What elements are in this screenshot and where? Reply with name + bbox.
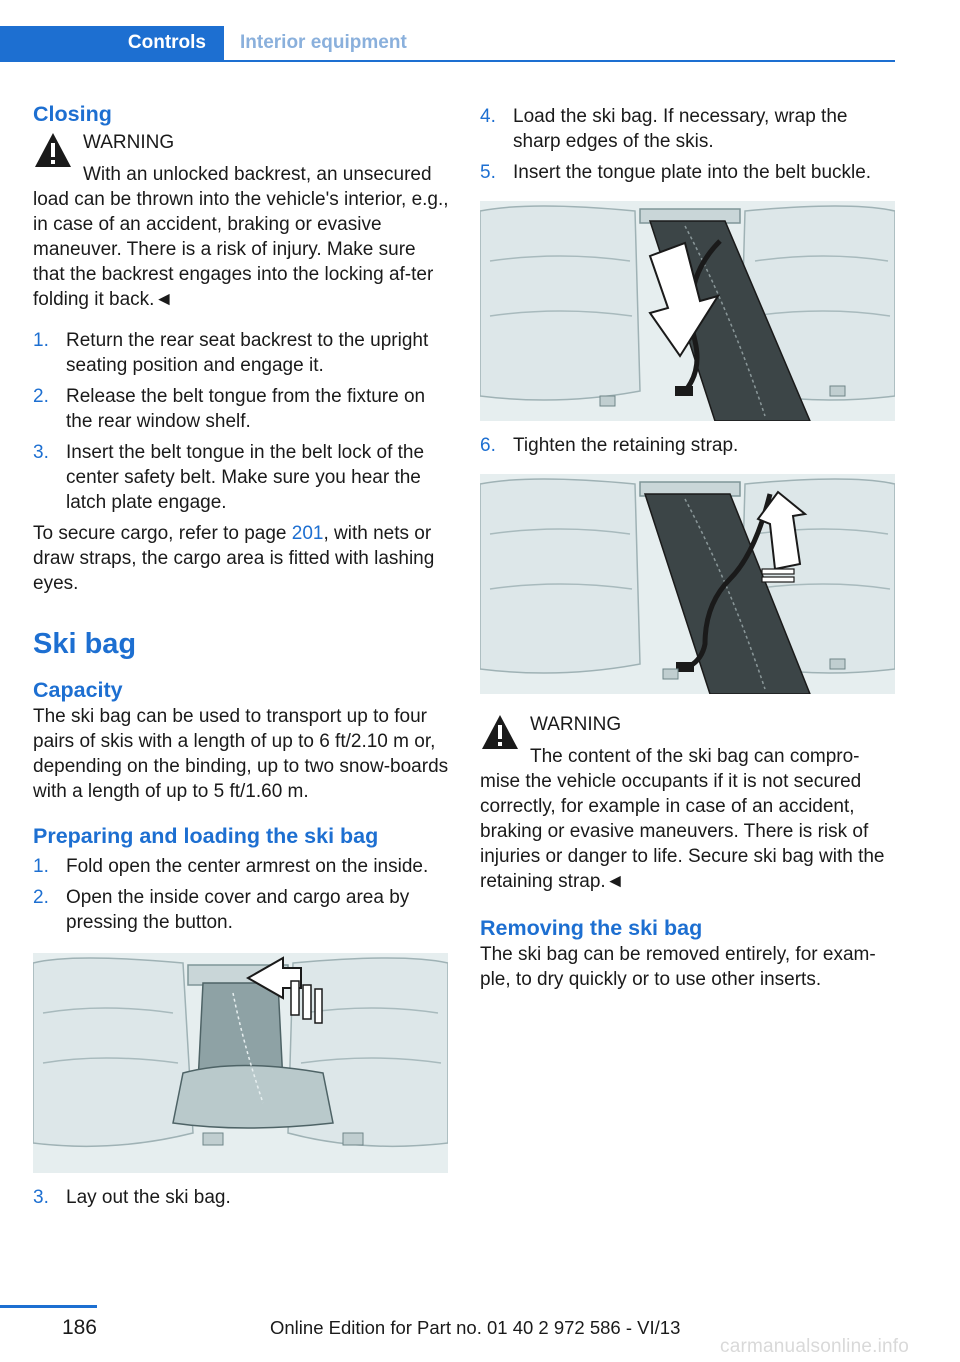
warning-triangle-icon [480, 712, 520, 752]
loading-steps [480, 104, 896, 185]
page-link[interactable]: 201 [291, 523, 324, 544]
closing-steps [33, 328, 449, 515]
capacity-heading: Capacity [33, 678, 123, 702]
preparing-steps [33, 854, 449, 935]
warning-first-line: The content of the ski bag can compro- [530, 746, 860, 767]
figure-tighten-strap [480, 474, 895, 694]
seat-illustration-2 [480, 201, 895, 421]
left-column [33, 100, 449, 1210]
list-item: 1. Return the rear seat backrest to the upright seating position and engage it. [33, 330, 429, 376]
seat-illustration-3 [480, 474, 895, 694]
list-item: 6. Tighten the retaining strap. [480, 435, 739, 456]
warning-label: WARNING [530, 714, 622, 735]
list-item: 3. Lay out the ski bag. [33, 1187, 231, 1208]
removing-heading: Removing the ski bag [480, 916, 703, 940]
preparing-step-3 [33, 1185, 449, 1210]
list-item: 2. Open the inside cover and cargo area by pressing the button. [33, 887, 410, 933]
warning-first-line: With an unlocked backrest, an unsecured [83, 164, 432, 185]
edition-footer: Online Edition for Part no. 01 40 2 972 586 - VI/13 [270, 1317, 681, 1338]
list-item: 1. Fold open the center armrest on the inside. [33, 856, 429, 877]
right-column [480, 104, 896, 992]
list-item: 4. Load the ski bag. If necessary, wrap the sharp edges of the skis. [480, 106, 848, 152]
tighten-step [480, 433, 896, 458]
preparing-heading: Preparing and loading the ski bag [33, 824, 379, 848]
tab-controls[interactable]: Controls [0, 26, 224, 60]
watermark-text: carmanualsonline.info [720, 1336, 910, 1357]
page-number-rule [0, 1305, 97, 1308]
tab-interior-equipment[interactable]: Interior equipment [240, 32, 407, 53]
page-number: 186 [61, 1316, 97, 1339]
capacity-text: The ski bag can be used to transport up to four pairs of skis with a length of up to 6 ft/2.10 m or, depending on the binding, up to two snow-boards with a length of up to 5 ft/1.60 m. [33, 706, 449, 802]
warning-box-closing [33, 130, 449, 312]
warning-body: load can be thrown into the vehicle's interior, e.g., in case of an accident, braking or evasive maneuver. There is a risk of injury. Make sure that the backrest engages into the locking af-ter folding it back.◄ [33, 189, 449, 310]
seat-illustration-1 [33, 953, 448, 1173]
cargo-paragraph: To secure cargo, refer to page 201, with nets or draw straps, the cargo area is fitted with lashing eyes. [33, 523, 435, 594]
header-divider [0, 60, 895, 62]
list-item: 3. Insert the belt tongue in the belt lock of the center safety belt. Make sure you hear the latch plate engage. [33, 442, 425, 513]
figure-buckle-insert [480, 201, 895, 421]
warning-box-ski-bag [480, 712, 896, 894]
figure-armrest-open [33, 953, 448, 1173]
warning-triangle-icon [33, 130, 73, 170]
warning-body: mise the vehicle occupants if it is not secured correctly, for example in case of an accident, braking or evasive maneuvers. There is risk of injuries or danger to life. Secure ski bag with the retaining strap.◄ [480, 771, 885, 892]
list-item: 2. Release the belt tongue from the fixture on the rear window shelf. [33, 386, 426, 432]
removing-text: The ski bag can be removed entirely, for exam-ple, to dry quickly or to use other inserts. [480, 944, 876, 990]
ski-bag-heading: Ski bag [33, 628, 137, 660]
list-item: 5. Insert the tongue plate into the belt buckle. [480, 162, 872, 183]
closing-heading: Closing [33, 102, 112, 126]
page-header [0, 26, 895, 62]
warning-label: WARNING [83, 132, 175, 153]
